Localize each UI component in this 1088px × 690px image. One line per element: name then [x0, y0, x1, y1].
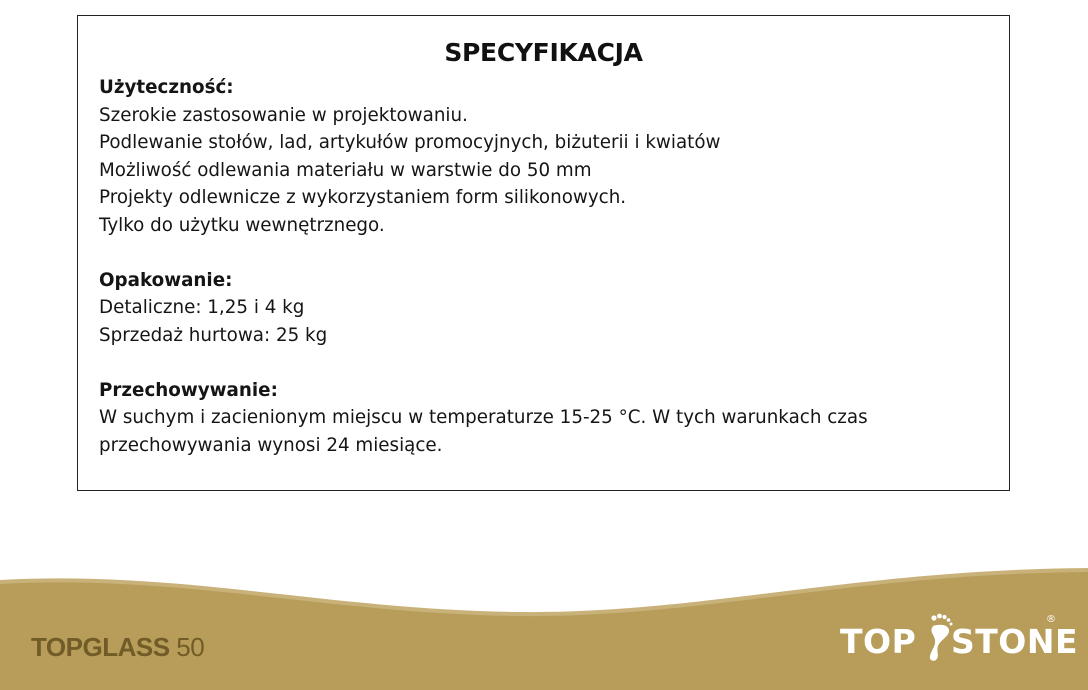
product-name-number: 50	[176, 632, 205, 662]
usability-line: Możliwość odlewania materiału w warstwie do 50 mm	[99, 159, 592, 181]
topstone-logo	[840, 612, 1078, 664]
usability-line: Tylko do użytku wewnętrznego.	[99, 214, 385, 236]
usability-line: Szerokie zastosowanie w projektowaniu.	[99, 104, 468, 126]
packaging-line: Detaliczne: 1,25 i 4 kg	[99, 297, 305, 318]
usability-line: Podlewanie stołów, lad, artykułów promocyjnych, biżuterii i kwiatów	[99, 132, 721, 153]
storage-line: przechowywania wynosi 24 miesiące.	[99, 434, 443, 456]
usability-line: Projekty odlewnicze z wykorzystaniem form silikonowych.	[99, 187, 627, 208]
logo-text-top: TOP	[840, 622, 917, 661]
product-name-bold: TOPGLASS	[31, 632, 170, 662]
spec-title: SPECYFIKACJA	[444, 38, 643, 67]
logo-text-stone: STONE	[951, 622, 1078, 661]
product-name	[31, 632, 204, 663]
specification-box	[77, 15, 1010, 491]
section-heading-usability: Użyteczność:	[99, 77, 234, 98]
footprint-icon	[926, 612, 954, 662]
section-storage	[99, 377, 868, 460]
section-heading-packaging: Opakowanie:	[99, 269, 233, 291]
registered-mark: ®	[1046, 614, 1056, 625]
storage-line: W suchym i zacienionym miejscu w temperaturze 15-25 °C. W tych warunkach czas	[99, 407, 868, 428]
packaging-line: Sprzedaż hurtowa: 25 kg	[99, 324, 328, 346]
section-heading-storage: Przechowywanie:	[99, 379, 278, 401]
section-packaging	[99, 267, 868, 350]
section-usability	[99, 74, 868, 239]
spec-content	[99, 74, 868, 459]
